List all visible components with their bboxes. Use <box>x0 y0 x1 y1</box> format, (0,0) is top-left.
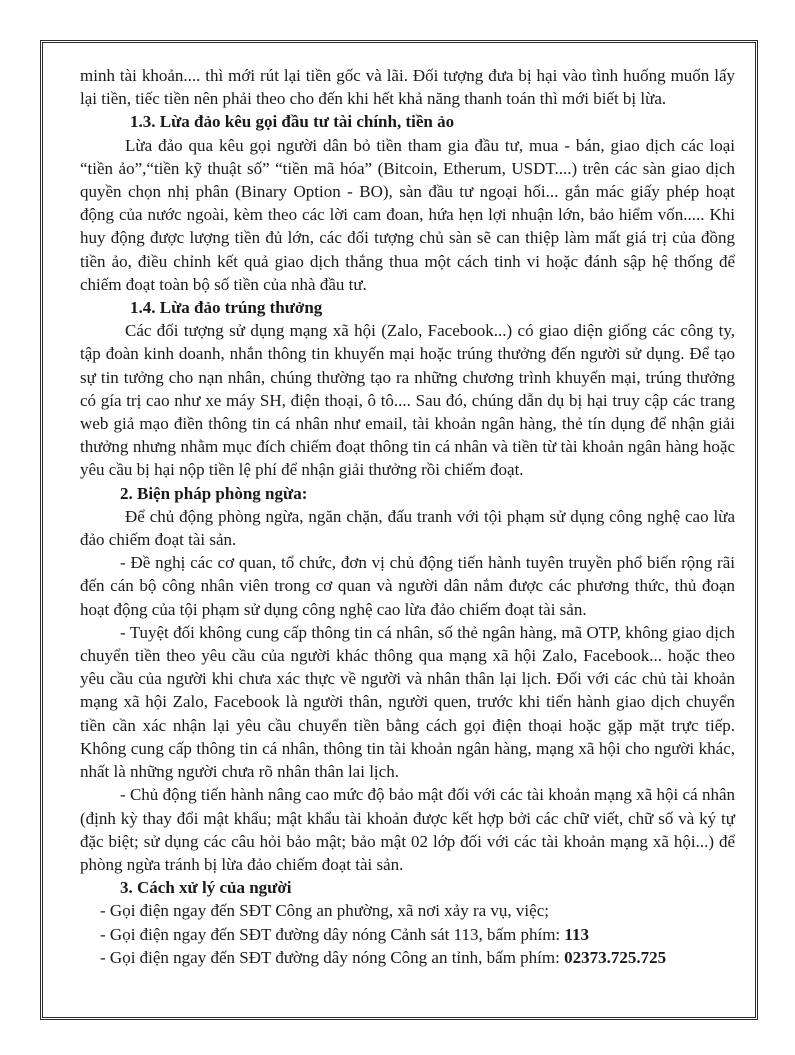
document-page <box>80 64 735 969</box>
section-1-3-body: Lừa đảo qua kêu gọi người dân bỏ tiền tham gia đầu tư, mua - bán, giao dịch các loại “tiền ảo”,“tiền kỹ thuật số” “tiền mã hóa” (Bitcoin, Etherum, USDT....) trên các sàn giao dịch quyền chọn nhị phân (Binary Option - BO), sàn đầu tư ngoại hối... gắn mác giấy phép hoạt động của nước ngoài, kèm theo các lời cam đoan, hứa hẹn lợi nhuận lớn, bảo hiểm vốn..... Khi huy động được lượng tiền đủ lớn, các đối tượng chủ sàn sẽ can thiệp làm mất giá trị của đồng tiền ảo, điều chỉnh kết quả giao dịch thắng thua một cách tinh vi hoặc đánh sập hệ thống để chiếm đoạt toàn bộ số tiền của nhà đầu tư. <box>80 135 735 294</box>
section-3-line-3-text: - Gọi điện ngay đến SĐT đường dây nóng Công an tỉnh, bấm phím: <box>100 947 565 967</box>
section-3-line-1: - Gọi điện ngay đến SĐT Công an phường, xã nơi xảy ra vụ, việc; <box>100 901 549 921</box>
section-1-4-heading: 1.4. Lừa đảo trúng thưởng <box>130 298 323 318</box>
hotline-province-police: 02373.725.725 <box>564 947 667 967</box>
section-2-intro: Để chủ động phòng ngừa, ngăn chặn, đấu tranh với tội phạm sử dụng công nghệ cao lừa đảo chiếm đoạt tài sản. <box>80 506 735 550</box>
section-1-4-body: Các đối tượng sử dụng mạng xã hội (Zalo, Facebook...) có giao diện giống các công ty, tập đoàn kinh doanh, nhắn thông tin khuyến mại hoặc trúng thưởng đến người sử dụng. Để tạo sự tin tưởng cho nạn nhân, chúng thường tạo ra những chương trình khuyến mại, trúng thưởng có gía trị cao như xe máy SH, điện thoại, ô tô.... Sau đó, chúng dẫn dụ bị hại truy cập các trang web giả mạo điền thông tin cá nhân như email, tài khoản ngân hàng, thẻ tín dụng để nhận giải thưởng nhưng nhằm mục đích chiếm đoạt thông tin cá nhân và tiền từ tài khoản ngân hàng hoặc yêu cầu bị hại nộp tiền lệ phí để nhận giải thưởng rồi chiếm đoạt. <box>80 321 735 480</box>
section-3-line-3 <box>80 946 735 969</box>
section-2-heading: 2. Biện pháp phòng ngừa: <box>120 483 308 503</box>
section-2-item-2: - Tuyệt đối không cung cấp thông tin cá nhân, số thẻ ngân hàng, mã OTP, không giao dịch chuyển tiền theo yêu cầu của người khác thông qua mạng xã hội Zalo, Facebook... hoặc theo yêu cầu của người khi chưa xác thực về người và nhân thân lại lịch. Đối với các chủ tài khoản mạng xã hội Zalo, Facebook là người thân, người quen, trước khi tiến hành giao dịch chuyển tiền cần xác nhận lại yêu cầu chuyển tiền bằng cách gọi điện thoại hoặc gặp mặt trực tiếp. Không cung cấp thông tin cá nhân, thông tin tài khoản ngân hàng, mạng xã hội cho người khác, nhất là những người chưa rõ nhân thân lai lịch. <box>80 622 735 782</box>
section-3-heading: 3. Cách xử lý của người <box>120 878 292 898</box>
section-3-line-2 <box>80 923 735 946</box>
hotline-113: 113 <box>564 924 589 944</box>
paragraph-continuation: minh tài khoản.... thì mới rút lại tiền gốc và lãi. Đối tượng đưa bị hại vào tình huống muốn lấy lại tiền, tiếc tiền nên phải theo cho đến khi hết khả năng thanh toán thì mới biết bị lừa. <box>80 66 735 109</box>
section-2-item-3: - Chủ động tiến hành nâng cao mức độ bảo mật đối với các tài khoản mạng xã hội cá nhân (định kỳ thay đổi mật khẩu; mật khẩu tài khoản được kết hợp bởi các chữ viết, chữ số và ký tự đặc biệt; sử dụng các câu hỏi bảo mật; bảo mật 02 lớp đối với các tài khoản mạng xã hội...) để phòng ngừa tránh bị lừa đảo chiếm đoạt tài sản. <box>80 785 735 874</box>
section-2-item-1: - Đề nghị các cơ quan, tổ chức, đơn vị chủ động tiến hành tuyên truyền phổ biến rộng rãi đến cán bộ công nhân viên trong cơ quan và người dân nắm được các phương thức, thủ đoạn hoạt động của tội phạm sử dụng công nghệ cao lừa đảo chiếm đoạt tài sản. <box>80 553 735 619</box>
section-1-3-heading: 1.3. Lừa đảo kêu gọi đầu tư tài chính, tiền ảo <box>130 112 455 132</box>
section-3-line-2-text: - Gọi điện ngay đến SĐT đường dây nóng Cảnh sát 113, bấm phím: <box>100 924 565 944</box>
